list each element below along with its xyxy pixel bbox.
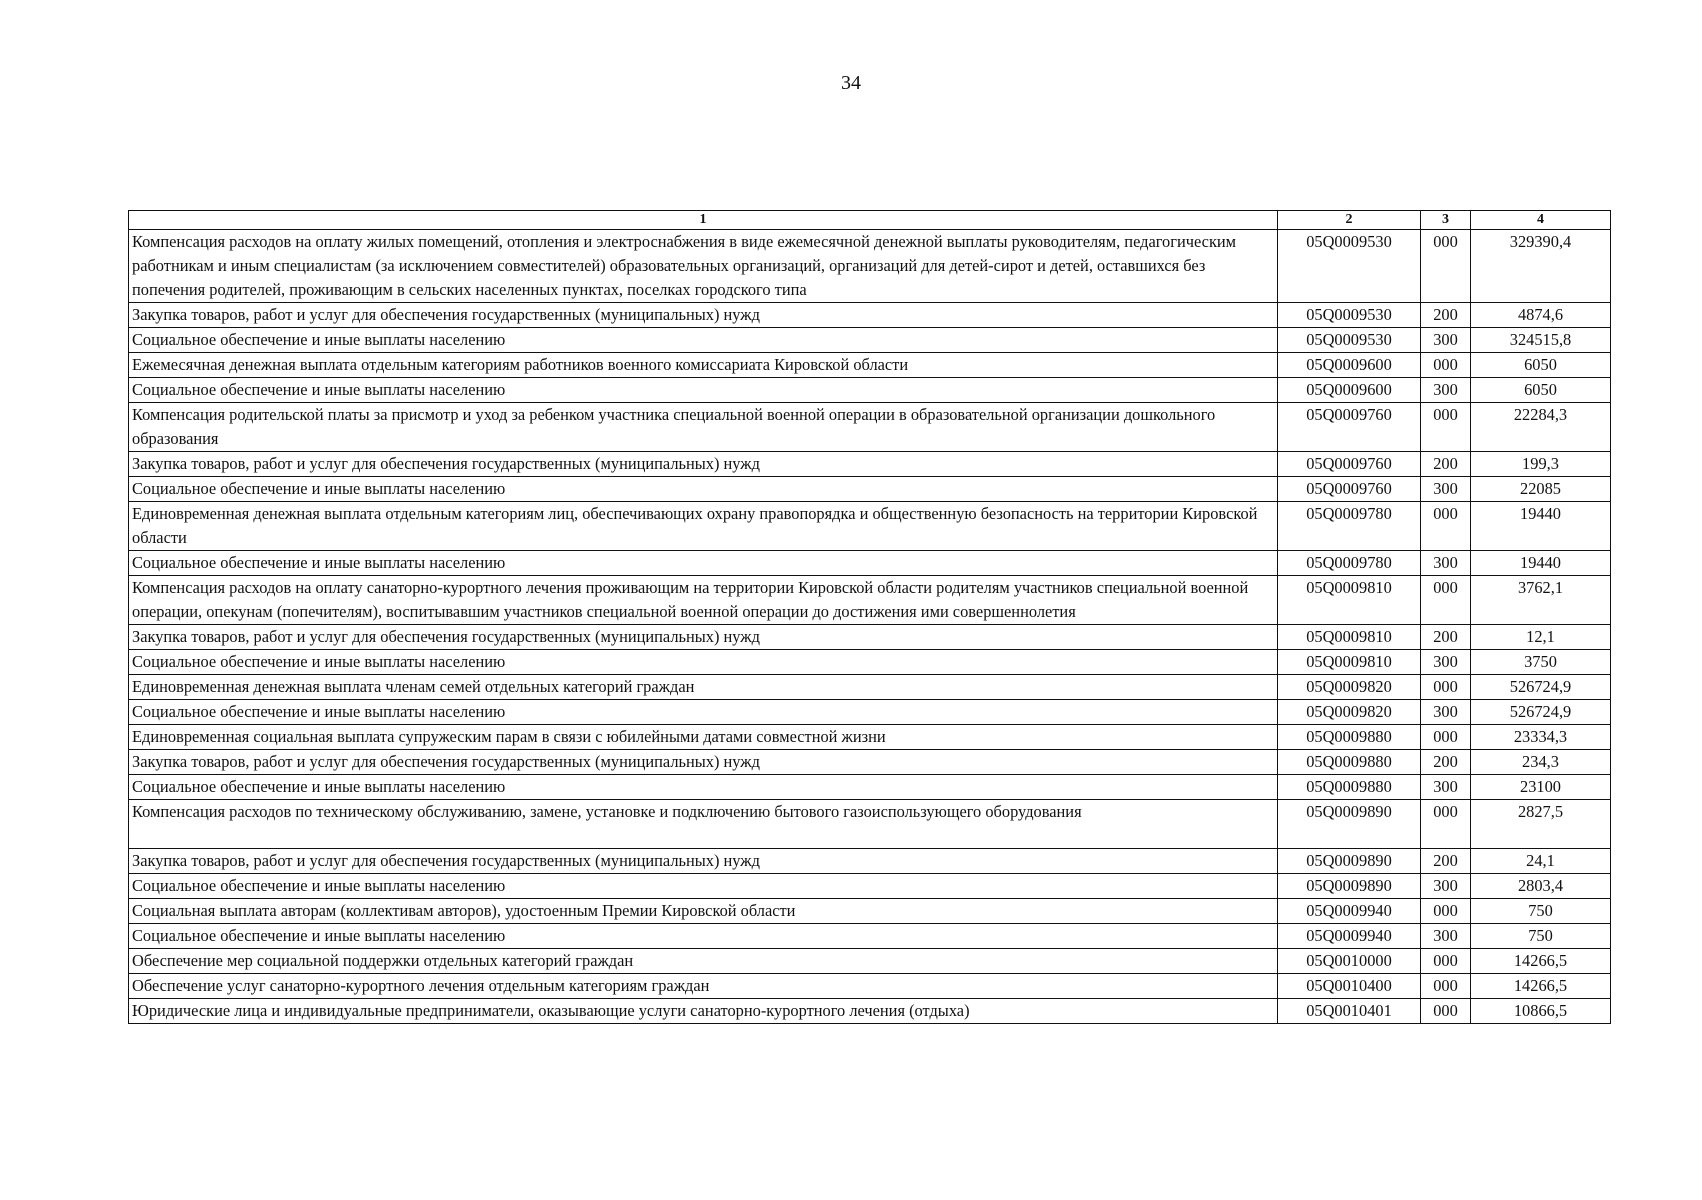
cell-amount: 329390,4 bbox=[1471, 230, 1611, 303]
cell-name: Обеспечение мер социальной поддержки отдельных категорий граждан bbox=[129, 949, 1278, 974]
cell-name: Компенсация расходов на оплату жилых помещений, отопления и электроснабжения в виде ежемесячной денежной выплаты руководителям, педагогическим работникам и иным специалистам (за исключением совместителей) образовательных организаций, организаций для детей-сирот и детей, оставшихся без попечения родителей, проживающим в сельских населенных пунктах, поселках городского типа bbox=[129, 230, 1278, 303]
table-row bbox=[129, 576, 1611, 625]
cell-amount: 23334,3 bbox=[1471, 725, 1611, 750]
table-row bbox=[129, 230, 1611, 303]
cell-name: Социальная выплата авторам (коллективам авторов), удостоенным Премии Кировской области bbox=[129, 899, 1278, 924]
cell-code: 05Q0009820 bbox=[1278, 675, 1421, 700]
cell-code: 05Q0009940 bbox=[1278, 899, 1421, 924]
cell-code: 05Q0009530 bbox=[1278, 303, 1421, 328]
cell-type: 200 bbox=[1421, 849, 1471, 874]
cell-code: 05Q0010401 bbox=[1278, 999, 1421, 1024]
cell-code: 05Q0009810 bbox=[1278, 650, 1421, 675]
cell-type: 300 bbox=[1421, 700, 1471, 725]
cell-type: 200 bbox=[1421, 452, 1471, 477]
header-cell-name: 1 bbox=[129, 211, 1278, 230]
cell-name: Социальное обеспечение и иные выплаты населению bbox=[129, 477, 1278, 502]
cell-type: 000 bbox=[1421, 675, 1471, 700]
cell-code: 05Q0009940 bbox=[1278, 924, 1421, 949]
cell-amount: 6050 bbox=[1471, 378, 1611, 403]
table-row bbox=[129, 675, 1611, 700]
table-row bbox=[129, 378, 1611, 403]
cell-name: Социальное обеспечение и иные выплаты населению bbox=[129, 328, 1278, 353]
cell-code: 05Q0009530 bbox=[1278, 328, 1421, 353]
cell-amount: 199,3 bbox=[1471, 452, 1611, 477]
cell-code: 05Q0009810 bbox=[1278, 625, 1421, 650]
cell-name: Ежемесячная денежная выплата отдельным категориям работников военного комиссариата Кировской области bbox=[129, 353, 1278, 378]
cell-type: 300 bbox=[1421, 477, 1471, 502]
cell-name: Социальное обеспечение и иные выплаты населению bbox=[129, 775, 1278, 800]
cell-type: 000 bbox=[1421, 800, 1471, 849]
cell-code: 05Q0009760 bbox=[1278, 477, 1421, 502]
cell-type: 000 bbox=[1421, 502, 1471, 551]
table-row bbox=[129, 924, 1611, 949]
budget-table bbox=[128, 210, 1611, 1024]
cell-type: 000 bbox=[1421, 974, 1471, 999]
cell-code: 05Q0009600 bbox=[1278, 378, 1421, 403]
table-row bbox=[129, 999, 1611, 1024]
table-row bbox=[129, 874, 1611, 899]
cell-amount: 526724,9 bbox=[1471, 675, 1611, 700]
cell-name: Социальное обеспечение и иные выплаты населению bbox=[129, 874, 1278, 899]
cell-name: Обеспечение услуг санаторно-курортного лечения отдельным категориям граждан bbox=[129, 974, 1278, 999]
cell-amount: 24,1 bbox=[1471, 849, 1611, 874]
cell-type: 000 bbox=[1421, 403, 1471, 452]
cell-name: Закупка товаров, работ и услуг для обеспечения государственных (муниципальных) нужд bbox=[129, 303, 1278, 328]
table-row bbox=[129, 403, 1611, 452]
header-cell-amount: 4 bbox=[1471, 211, 1611, 230]
table-row bbox=[129, 650, 1611, 675]
cell-name: Закупка товаров, работ и услуг для обеспечения государственных (муниципальных) нужд bbox=[129, 452, 1278, 477]
cell-type: 000 bbox=[1421, 230, 1471, 303]
cell-code: 05Q0009760 bbox=[1278, 403, 1421, 452]
cell-name: Единовременная социальная выплата супружеским парам в связи с юбилейными датами совместной жизни bbox=[129, 725, 1278, 750]
cell-amount: 4874,6 bbox=[1471, 303, 1611, 328]
table-row bbox=[129, 625, 1611, 650]
table-row bbox=[129, 775, 1611, 800]
header-cell-code: 2 bbox=[1278, 211, 1421, 230]
cell-amount: 526724,9 bbox=[1471, 700, 1611, 725]
cell-type: 000 bbox=[1421, 949, 1471, 974]
cell-name: Юридические лица и индивидуальные предприниматели, оказывающие услуги санаторно-курортного лечения (отдыха) bbox=[129, 999, 1278, 1024]
table-body bbox=[129, 211, 1611, 1024]
table-row bbox=[129, 899, 1611, 924]
header-cell-type: 3 bbox=[1421, 211, 1471, 230]
cell-amount: 23100 bbox=[1471, 775, 1611, 800]
cell-code: 05Q0009780 bbox=[1278, 551, 1421, 576]
cell-code: 05Q0009820 bbox=[1278, 700, 1421, 725]
cell-amount: 12,1 bbox=[1471, 625, 1611, 650]
cell-amount: 6050 bbox=[1471, 353, 1611, 378]
cell-amount: 750 bbox=[1471, 924, 1611, 949]
table-row bbox=[129, 353, 1611, 378]
table-row bbox=[129, 949, 1611, 974]
cell-code: 05Q0009890 bbox=[1278, 800, 1421, 849]
cell-amount: 14266,5 bbox=[1471, 974, 1611, 999]
cell-name: Социальное обеспечение и иные выплаты населению bbox=[129, 924, 1278, 949]
cell-name: Компенсация родительской платы за присмотр и уход за ребенком участника специальной военной операции в образовательной организации дошкольного образования bbox=[129, 403, 1278, 452]
cell-code: 05Q0009760 bbox=[1278, 452, 1421, 477]
table-row bbox=[129, 849, 1611, 874]
cell-type: 200 bbox=[1421, 625, 1471, 650]
cell-type: 300 bbox=[1421, 874, 1471, 899]
table-row bbox=[129, 750, 1611, 775]
table-row bbox=[129, 725, 1611, 750]
cell-type: 000 bbox=[1421, 725, 1471, 750]
cell-type: 200 bbox=[1421, 750, 1471, 775]
cell-amount: 19440 bbox=[1471, 551, 1611, 576]
cell-type: 300 bbox=[1421, 328, 1471, 353]
cell-code: 05Q0009880 bbox=[1278, 750, 1421, 775]
cell-code: 05Q0010400 bbox=[1278, 974, 1421, 999]
cell-name: Единовременная денежная выплата членам семей отдельных категорий граждан bbox=[129, 675, 1278, 700]
cell-code: 05Q0009890 bbox=[1278, 874, 1421, 899]
page-number: 34 bbox=[841, 72, 861, 94]
cell-type: 000 bbox=[1421, 353, 1471, 378]
cell-type: 300 bbox=[1421, 378, 1471, 403]
cell-amount: 22085 bbox=[1471, 477, 1611, 502]
cell-name: Социальное обеспечение и иные выплаты населению bbox=[129, 378, 1278, 403]
cell-name: Социальное обеспечение и иные выплаты населению bbox=[129, 650, 1278, 675]
cell-amount: 750 bbox=[1471, 899, 1611, 924]
cell-name: Социальное обеспечение и иные выплаты населению bbox=[129, 551, 1278, 576]
cell-code: 05Q0009890 bbox=[1278, 849, 1421, 874]
cell-code: 05Q0009600 bbox=[1278, 353, 1421, 378]
cell-amount: 19440 bbox=[1471, 502, 1611, 551]
cell-type: 300 bbox=[1421, 924, 1471, 949]
cell-amount: 3762,1 bbox=[1471, 576, 1611, 625]
cell-name: Компенсация расходов на оплату санаторно-курортного лечения проживающим на территории Кировской области родителям участников специальной военной операции, опекунам (попечителям), воспитывавшим участников специальной военной операции до достижения ими совершеннолетия bbox=[129, 576, 1278, 625]
cell-name: Социальное обеспечение и иные выплаты населению bbox=[129, 700, 1278, 725]
table-row bbox=[129, 477, 1611, 502]
cell-amount: 234,3 bbox=[1471, 750, 1611, 775]
cell-amount: 10866,5 bbox=[1471, 999, 1611, 1024]
cell-amount: 2827,5 bbox=[1471, 800, 1611, 849]
cell-type: 000 bbox=[1421, 999, 1471, 1024]
cell-type: 200 bbox=[1421, 303, 1471, 328]
cell-amount: 22284,3 bbox=[1471, 403, 1611, 452]
cell-code: 05Q0009810 bbox=[1278, 576, 1421, 625]
table-row bbox=[129, 452, 1611, 477]
cell-code: 05Q0009880 bbox=[1278, 725, 1421, 750]
cell-name: Закупка товаров, работ и услуг для обеспечения государственных (муниципальных) нужд bbox=[129, 849, 1278, 874]
table-row bbox=[129, 700, 1611, 725]
table-row bbox=[129, 303, 1611, 328]
table-row bbox=[129, 974, 1611, 999]
cell-code: 05Q0009780 bbox=[1278, 502, 1421, 551]
cell-amount: 3750 bbox=[1471, 650, 1611, 675]
cell-name: Компенсация расходов по техническому обслуживанию, замене, установке и подключению бытового газоиспользующего оборудования bbox=[129, 800, 1278, 849]
table-row bbox=[129, 328, 1611, 353]
cell-name: Единовременная денежная выплата отдельным категориям лиц, обеспечивающих охрану правопорядка и общественную безопасность на территории Кировской области bbox=[129, 502, 1278, 551]
cell-amount: 2803,4 bbox=[1471, 874, 1611, 899]
cell-code: 05Q0010000 bbox=[1278, 949, 1421, 974]
cell-code: 05Q0009530 bbox=[1278, 230, 1421, 303]
cell-type: 300 bbox=[1421, 551, 1471, 576]
cell-amount: 14266,5 bbox=[1471, 949, 1611, 974]
cell-name: Закупка товаров, работ и услуг для обеспечения государственных (муниципальных) нужд bbox=[129, 750, 1278, 775]
cell-type: 300 bbox=[1421, 775, 1471, 800]
cell-amount: 324515,8 bbox=[1471, 328, 1611, 353]
cell-type: 300 bbox=[1421, 650, 1471, 675]
table-row bbox=[129, 502, 1611, 551]
cell-type: 000 bbox=[1421, 899, 1471, 924]
cell-type: 000 bbox=[1421, 576, 1471, 625]
table-row bbox=[129, 800, 1611, 849]
table-row bbox=[129, 551, 1611, 576]
header-row bbox=[129, 211, 1611, 230]
cell-code: 05Q0009880 bbox=[1278, 775, 1421, 800]
cell-name: Закупка товаров, работ и услуг для обеспечения государственных (муниципальных) нужд bbox=[129, 625, 1278, 650]
